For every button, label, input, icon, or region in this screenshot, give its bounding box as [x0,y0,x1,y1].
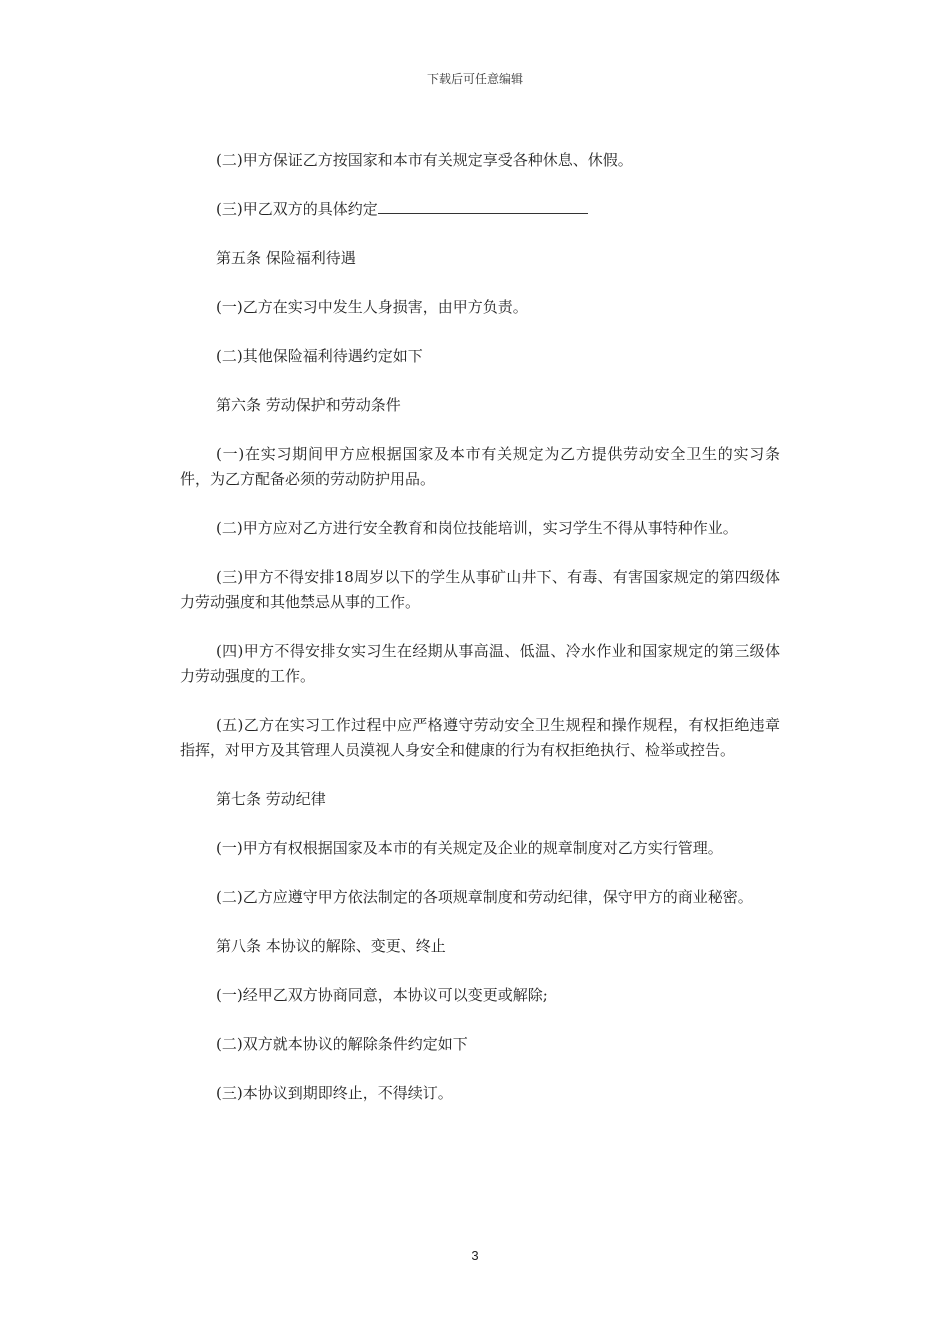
paragraph-management-rights: (一)甲方有权根据国家及本市的有关规定及企业的规章制度对乙方实行管理。 [216,839,723,857]
article-8-heading: 第八条 本协议的解除、变更、终止 [216,937,446,955]
paragraph-termination-conditions: (二)双方就本协议的解除条件约定如下 [216,1035,468,1053]
paragraph-safety-training: (二)甲方应对乙方进行安全教育和岗位技能培训，实习学生不得从事特种作业。 [216,519,738,537]
paragraph-specific-agreement-text: (三)甲乙双方的具体约定 [216,200,378,218]
paragraph-minor-restrictions: (三)甲方不得安排18周岁以下的学生从事矿山井下、有毒、有害国家规定的第四级体力劳动强度和其他禁忌从事的工作。 [180,568,780,611]
paragraph-discipline-confidentiality: (二)乙方应遵守甲方依法制定的各项规章制度和劳动纪律，保守甲方的商业秘密。 [216,888,753,906]
article-5-heading: 第五条 保险福利待遇 [216,249,356,267]
article-7-heading: 第七条 劳动纪律 [216,790,326,808]
article-6-heading: 第六条 劳动保护和劳动条件 [216,396,401,414]
paragraph-specific-agreement [180,197,780,222]
page-header: 下载后可任意编辑 [426,72,523,86]
paragraph-female-intern-restrictions: (四)甲方不得安排女实习生在经期从事高温、低温、冷水作业和国家规定的第三级体力劳动强度的工作。 [180,642,780,685]
paragraph-safety-conditions: (一)在实习期间甲方应根据国家及本市有关规定为乙方提供劳动安全卫生的实习条件，为乙方配备必须的劳动防护用品。 [180,445,780,488]
paragraph-rest-leave: (二)甲方保证乙方按国家和本市有关规定享受各种休息、休假。 [216,151,633,169]
page-number: 3 [471,1248,479,1263]
paragraph-other-benefits: (二)其他保险福利待遇约定如下 [216,347,423,365]
paragraph-expiry: (三)本协议到期即终止，不得续订。 [216,1084,453,1102]
fill-in-blank-line [378,197,588,214]
document-body [180,148,780,1130]
paragraph-safety-rules-rights: (五)乙方在实习工作过程中应严格遵守劳动安全卫生规程和操作规程，有权拒绝违章指挥，对甲方及其管理人员漠视人身安全和健康的行为有权拒绝执行、检举或控告。 [180,716,780,759]
paragraph-injury-liability: (一)乙方在实习中发生人身损害，由甲方负责。 [216,298,528,316]
paragraph-mutual-change: (一)经甲乙双方协商同意，本协议可以变更或解除; [216,986,548,1004]
